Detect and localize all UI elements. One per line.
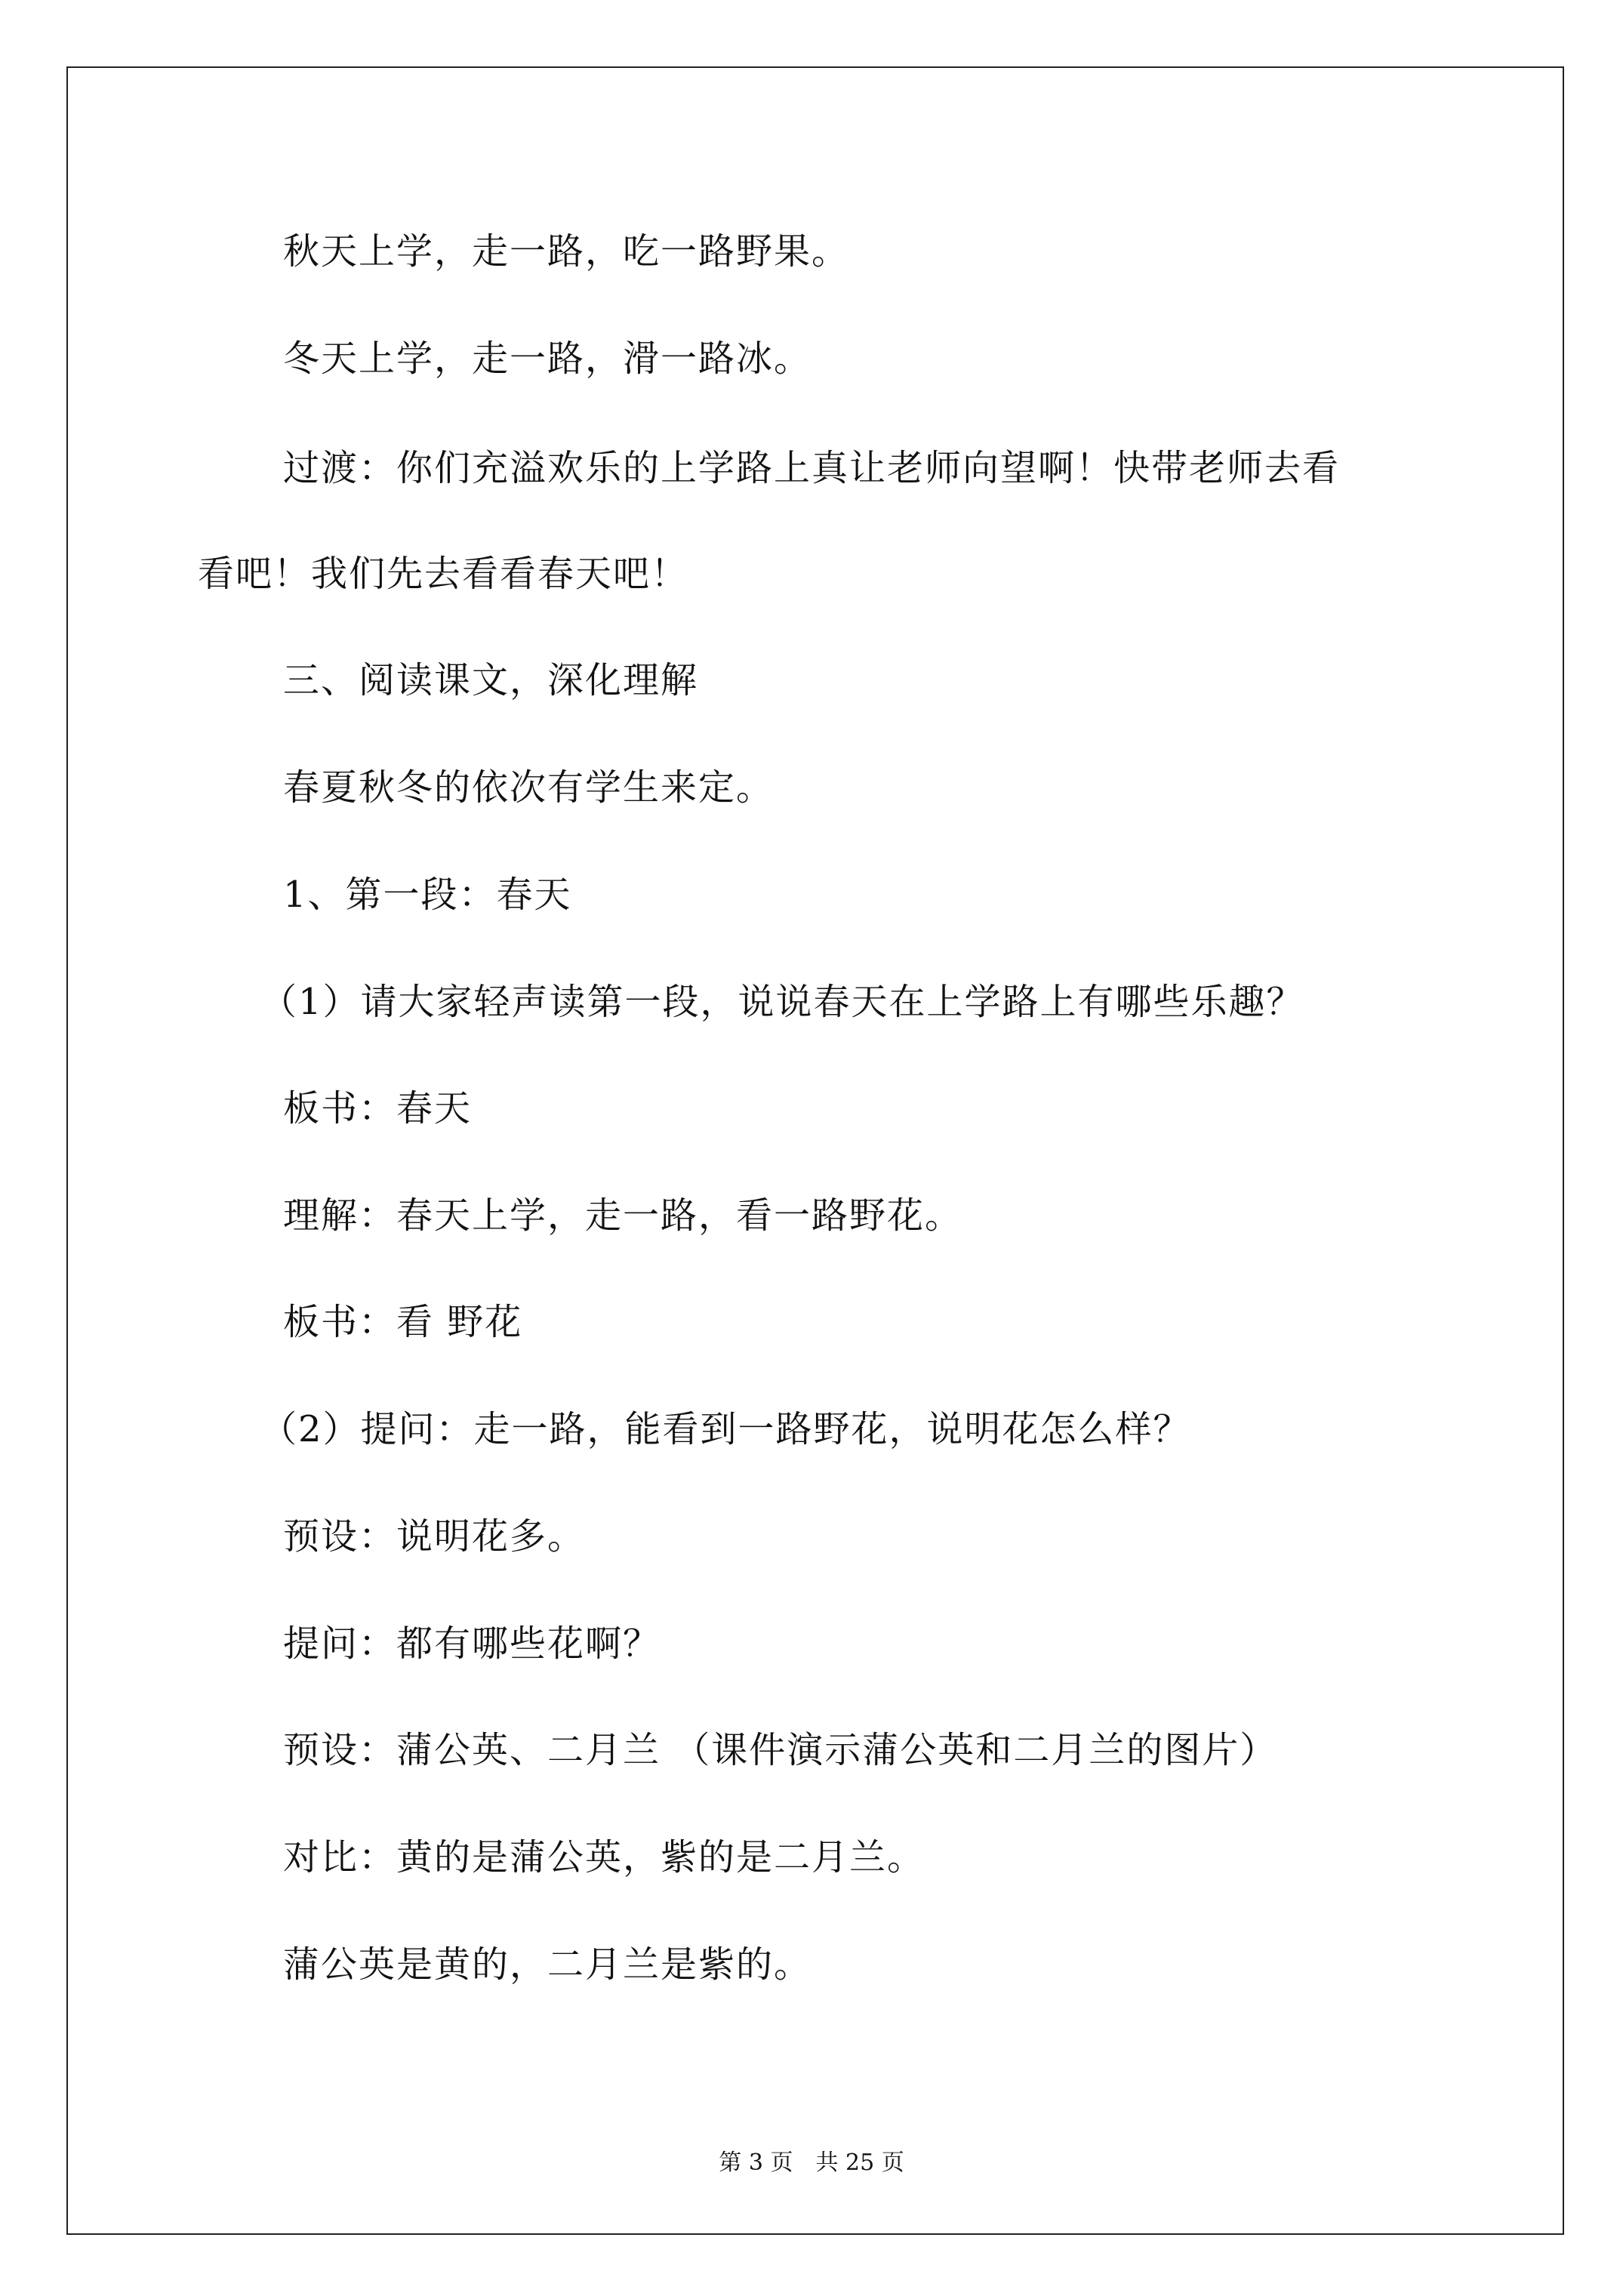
paragraph-order: 春夏秋冬的依次有学生来定。 [283, 766, 775, 809]
comparison: 对比：黄的是蒲公英，紫的是二月兰。 [283, 1836, 925, 1878]
paragraph-understanding: 理解：春天上学，走一路，看一路野花。 [283, 1194, 963, 1237]
section-heading: 三、阅读课文，深化理解 [283, 659, 699, 701]
question-which-flowers: 提问：都有哪些花啊？ [283, 1623, 661, 1665]
page-number: 第 3 页 共 25 页 [719, 2150, 904, 2176]
paragraph-transition: 过渡：你们充溢欢乐的上学路上真让老师向望啊！快带老师去看 [283, 447, 1341, 489]
board-note-spring: 板书：春天 [283, 1087, 473, 1130]
comparison-reverse: 蒲公英是黄的，二月兰是紫的。 [283, 1943, 812, 1986]
answer-flower-names: 预设：蒲公英、二月兰 （课件演示蒲公英和二月兰的图片） [283, 1729, 1278, 1771]
paragraph-transition-cont: 看吧！我们先去看看春天吧！ [198, 553, 689, 595]
paragraph-winter: 冬天上学，走一路，滑一路冰。 [283, 337, 812, 380]
page-border [66, 66, 1564, 2235]
question-2: （2）提问：走一路，能看到一路野花，说明花怎么样？ [260, 1408, 1191, 1450]
board-note-flowers: 板书：看 野花 [283, 1301, 523, 1343]
subheading-spring: 1、第一段：春天 [283, 874, 572, 916]
paragraph-autumn: 秋天上学，走一路，吃一路野果。 [283, 230, 850, 273]
answer-many-flowers: 预设：说明花多。 [283, 1515, 586, 1558]
question-1: （1）请大家轻声读第一段，说说春天在上学路上有哪些乐趣？ [260, 981, 1304, 1023]
